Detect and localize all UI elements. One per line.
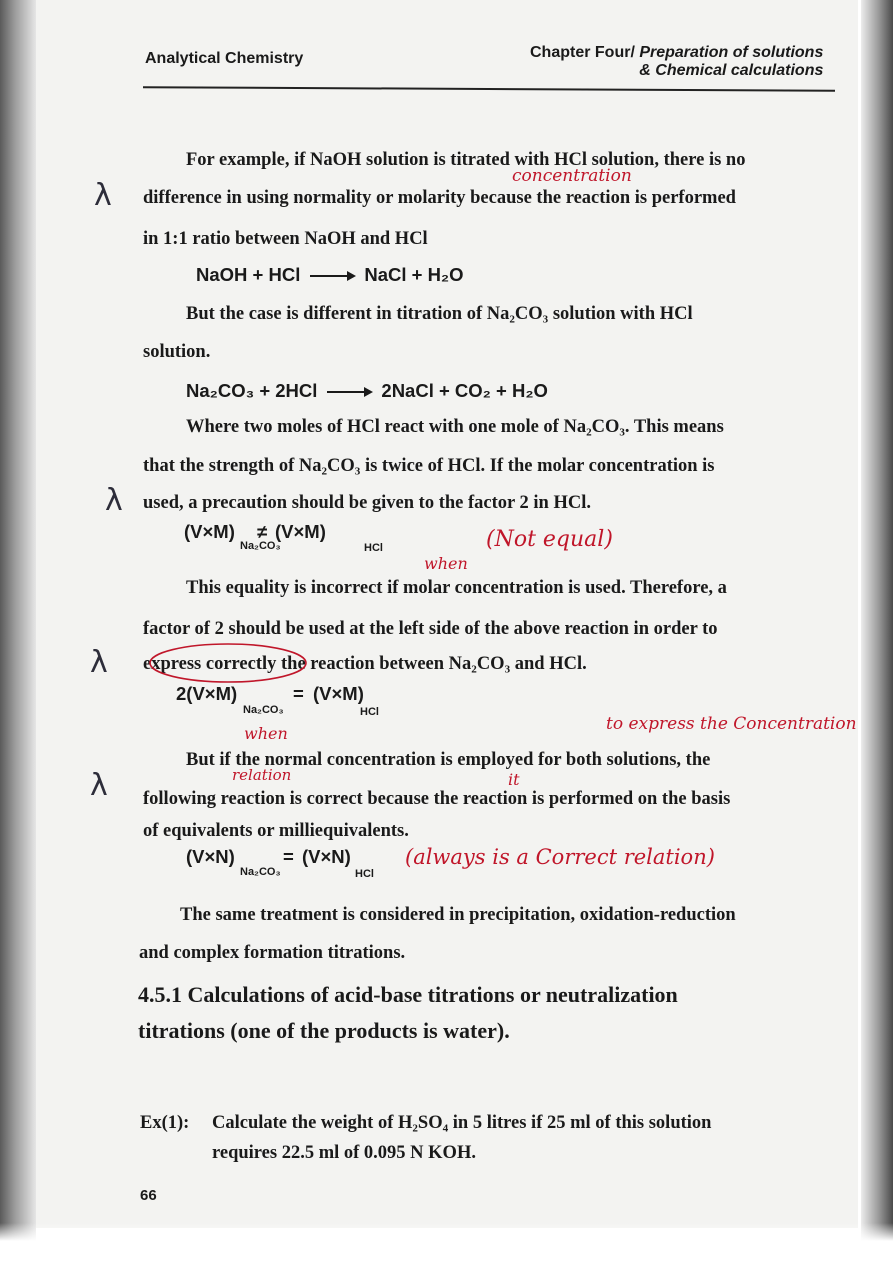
equation-5-right: (V×N) xyxy=(302,846,351,867)
para4-line2: factor of 2 should be used at the left side of the above reaction in order to xyxy=(143,619,718,639)
annotation-when-1: when xyxy=(424,554,468,573)
equation-4-operator: = xyxy=(293,683,304,704)
margin-check-4: λ xyxy=(90,768,108,803)
scan-shadow-left xyxy=(0,0,36,1263)
equation-3-operator: ≠ xyxy=(257,521,268,542)
page-number: 66 xyxy=(140,1187,157,1204)
header-chapter: Chapter Four/ xyxy=(530,44,635,61)
para5-line3: of equivalents or milliequivalents. xyxy=(143,821,409,841)
para1-line2: difference in using normality or molarity because the reaction is performed xyxy=(143,188,736,208)
para3-line3: used, a precaution should be given to the factor 2 in HCl. xyxy=(143,493,591,513)
para4-line1: This equality is incorrect if molar concentration is used. Therefore, a xyxy=(186,578,727,598)
para5-line1: But if the normal concentration is employed for both solutions, the xyxy=(186,750,711,770)
equation-3-right: (V×M) xyxy=(275,521,326,542)
annotation-relation: relation xyxy=(232,766,292,784)
section-heading-line1: 4.5.1 Calculations of acid-base titrations or neutralization xyxy=(138,982,678,1007)
equation-5-subscript-right: HCl xyxy=(355,868,374,880)
equation-1 xyxy=(196,264,464,286)
equation-5-subscript-left: Na₂CO₃ xyxy=(240,866,281,878)
para6-line1: The same treatment is considered in precipitation, oxidation-reduction xyxy=(180,905,736,925)
equation-1-reactants: NaOH + HCl xyxy=(196,264,301,285)
example-line2: requires 22.5 ml of 0.095 N KOH. xyxy=(212,1143,476,1163)
para2-line1: But the case is different in titration of Na₂CO₃ solution with HCl xyxy=(186,304,693,324)
para3-line2: that the strength of Na₂CO₃ is twice of HCl. If the molar concentration is xyxy=(143,456,715,476)
annotation-always-correct: (always is a Correct relation) xyxy=(405,845,715,869)
circle-annotation xyxy=(118,638,308,686)
equation-4-right: (V×M) xyxy=(313,683,364,704)
circle-mark xyxy=(150,644,306,682)
annotation-concentration: concentration xyxy=(512,166,632,186)
annotation-when-2: when xyxy=(244,724,288,743)
equation-3-subscript-right: HCl xyxy=(364,542,383,554)
example-line1: Calculate the weight of H₂SO₄ in 5 litres if 25 ml of this solution xyxy=(212,1113,712,1133)
margin-check-3: λ xyxy=(90,645,108,680)
equation-4-subscript-right: HCl xyxy=(360,706,379,718)
equation-5-operator: = xyxy=(283,846,294,867)
reaction-arrow-icon xyxy=(310,275,354,277)
equation-4-left: 2(V×M) xyxy=(176,683,238,704)
para1-line1: For example, if NaOH solution is titrated with HCl solution, there is no xyxy=(186,150,746,170)
para3-line1: Where two moles of HCl react with one mole of Na₂CO₃. This means xyxy=(186,417,724,437)
equation-2-products: 2NaCl + CO₂ + H₂O xyxy=(381,380,548,401)
header-chapter-topic: Preparation of solutions xyxy=(634,44,824,61)
annotation-it: it xyxy=(508,770,520,789)
example-label: Ex(1): xyxy=(140,1113,190,1133)
margin-check-1: λ xyxy=(94,178,112,213)
equation-4-subscript-left: Na₂CO₃ xyxy=(243,704,284,716)
header-chapter-topic-2: & Chemical calculations xyxy=(639,62,824,79)
equation-3-left: (V×M) xyxy=(184,521,235,542)
annotation-express-concentration: to express the Concentration xyxy=(606,714,857,734)
equation-2 xyxy=(186,380,548,402)
equation-1-products: NaCl + H₂O xyxy=(364,264,464,285)
equation-3-subscript-left: Na₂CO₃ xyxy=(240,540,281,552)
header-right-title xyxy=(530,44,823,80)
para2-line2: solution. xyxy=(143,342,211,362)
para5-line2: following reaction is correct because the reaction is performed on the basis xyxy=(143,789,731,809)
para1-line3: in 1:1 ratio between NaOH and HCl xyxy=(143,229,428,249)
header-left-title: Analytical Chemistry xyxy=(145,50,304,67)
reaction-arrow-icon xyxy=(327,391,371,393)
equation-5-left: (V×N) xyxy=(186,846,235,867)
scan-shadow-right xyxy=(861,0,893,1263)
para6-line2: and complex formation titrations. xyxy=(139,943,406,963)
margin-check-2: λ xyxy=(105,483,123,518)
para4-line3: express correctly the reaction between Na₂CO₃ and HCl. xyxy=(143,654,587,674)
scan-bottom-margin xyxy=(0,1223,893,1263)
equation-2-reactants: Na₂CO₃ + 2HCl xyxy=(186,380,318,401)
annotation-not-equal: (Not equal) xyxy=(486,527,613,552)
section-heading-line2: titrations (one of the products is water). xyxy=(138,1018,510,1043)
